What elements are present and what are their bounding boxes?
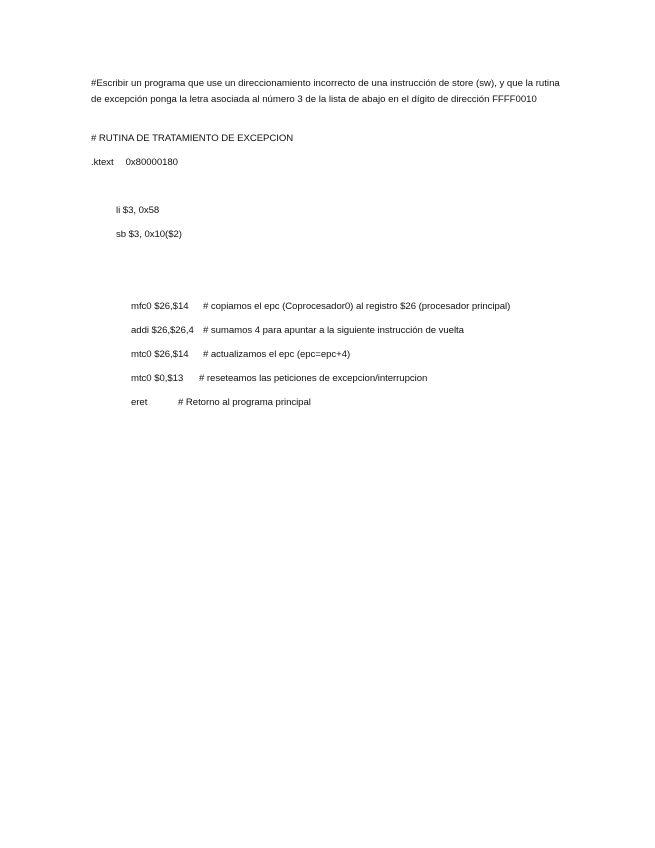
handler-line <box>131 347 350 362</box>
handler-line <box>131 299 510 314</box>
handler-comment: # actualizamos el epc (epc=epc+4) <box>203 349 351 360</box>
code-line-sb: sb $3, 0x10($2) <box>116 229 182 240</box>
intro-paragraph: #Escribir un programa que use un direccionamiento incorrecto de una instrucción de store (sw), y que la rutina de excepción ponga la letra asociada al número 3 de la lista de abajo en el dígito de dirección FFFF0010 <box>91 78 560 105</box>
handler-comment: # sumamos 4 para apuntar a la siguiente instrucción de vuelta <box>203 325 464 336</box>
handler-comment: # reseteamos las peticiones de excepcion/interrupcion <box>199 373 428 384</box>
handler-comment: # copiamos el epc (Coprocesador0) al registro $26 (procesador principal) <box>203 301 511 312</box>
handler-instruction: mtc0 $26,$14 <box>131 349 189 360</box>
handler-line <box>131 395 311 410</box>
handler-line <box>131 371 427 386</box>
handler-instruction: addi $26,$26,4 <box>131 325 194 336</box>
handler-instruction: mfc0 $26,$14 <box>131 301 189 312</box>
ktext-address: 0x80000180 <box>125 157 178 168</box>
code-line-li: li $3, 0x58 <box>116 205 160 216</box>
section-heading: # RUTINA DE TRATAMIENTO DE EXCEPCION <box>91 133 294 144</box>
handler-line <box>131 323 464 338</box>
handler-comment: # Retorno al programa principal <box>178 397 311 408</box>
ktext-directive: .ktext <box>91 157 114 168</box>
handler-instruction: mtc0 $0,$13 <box>131 373 184 384</box>
handler-instruction: eret <box>131 397 148 408</box>
ktext-line <box>91 155 178 170</box>
